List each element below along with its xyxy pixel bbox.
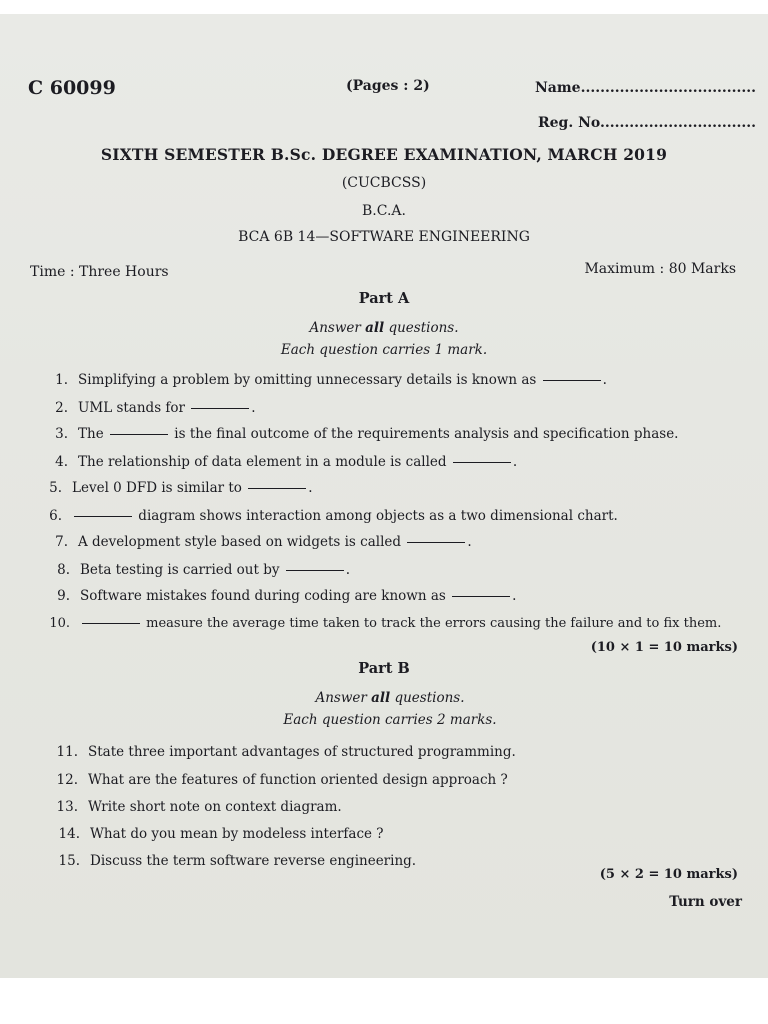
question-10: 10. measure the average time taken to track the errors causing the failure and to fix them. bbox=[49, 616, 722, 631]
name-field: Name.................................... bbox=[535, 80, 757, 96]
part-a-marks: (10 × 1 = 10 marks) bbox=[590, 640, 738, 655]
exam-title: SIXTH SEMESTER B.Sc. DEGREE EXAMINATION, MARCH 2019 bbox=[100, 145, 668, 164]
answer-blank bbox=[110, 434, 168, 435]
program: B.C.A. bbox=[362, 203, 406, 219]
scheme: (CUCBCSS) bbox=[341, 175, 427, 191]
question-4: 4. The relationship of data element in a module is called . bbox=[55, 454, 518, 470]
question-11: 11. State three important advantages of structured programming. bbox=[56, 744, 516, 760]
question-1: 1. Simplifying a problem by omitting unnecessary details is known as . bbox=[55, 372, 607, 388]
question-3: 3. The is the final outcome of the requirements analysis and specification phase. bbox=[55, 426, 679, 442]
part-b-marks: (5 × 2 = 10 marks) bbox=[599, 867, 738, 882]
question-9: 9. Software mistakes found during coding are known as . bbox=[57, 588, 517, 604]
page-count: (Pages : 2) bbox=[346, 78, 430, 94]
question-15: 15. Discuss the term software reverse engineering. bbox=[58, 853, 417, 869]
answer-blank bbox=[453, 462, 511, 463]
exam-paper bbox=[0, 14, 768, 978]
answer-blank bbox=[191, 408, 249, 409]
reg-no-field: Reg. No................................ bbox=[538, 115, 756, 131]
answer-blank bbox=[82, 623, 140, 624]
question-7: 7. A development style based on widgets is called . bbox=[55, 534, 472, 550]
part-b-heading: Part B bbox=[358, 660, 410, 677]
part-a-heading: Part A bbox=[358, 290, 410, 307]
time-allowed: Time : Three Hours bbox=[30, 264, 169, 280]
question-5: 5. Level 0 DFD is similar to . bbox=[49, 480, 313, 496]
answer-blank bbox=[286, 570, 344, 571]
paper-code: C 60099 bbox=[28, 77, 116, 99]
question-6: 6. diagram shows interaction among objects as a two dimensional chart. bbox=[49, 508, 618, 524]
part-b-mark-note: Each question carries 2 marks. bbox=[283, 712, 497, 728]
turn-over-note: Turn over bbox=[669, 894, 742, 910]
answer-blank bbox=[543, 380, 601, 381]
question-2: 2. UML stands for . bbox=[55, 400, 256, 416]
question-8: 8. Beta testing is carried out by . bbox=[57, 562, 351, 578]
question-14: 14. What do you mean by modeless interface ? bbox=[58, 826, 384, 842]
question-12: 12. What are the features of function oriented design approach ? bbox=[56, 772, 508, 788]
answer-blank bbox=[74, 516, 132, 517]
answer-blank bbox=[407, 542, 465, 543]
question-13: 13. Write short note on context diagram. bbox=[56, 799, 342, 815]
part-b-instruction: Answer all questions. bbox=[315, 690, 465, 706]
part-a-instruction: Answer all questions. bbox=[309, 320, 459, 336]
part-a-mark-note: Each question carries 1 mark. bbox=[280, 342, 488, 358]
answer-blank bbox=[248, 488, 306, 489]
maximum-marks: Maximum : 80 Marks bbox=[584, 261, 736, 277]
answer-blank bbox=[452, 596, 510, 597]
course-title: BCA 6B 14—SOFTWARE ENGINEERING bbox=[238, 229, 530, 245]
